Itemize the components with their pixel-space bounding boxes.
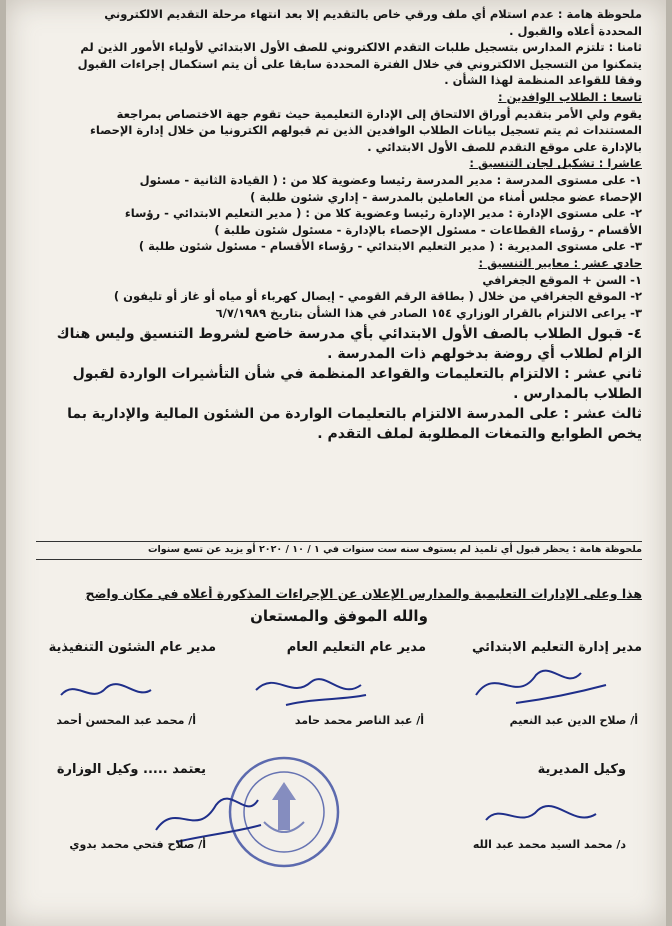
body-line: يقوم ولي الأمر بتقديم أوراق الالتحاق إلى الإدارة التعليمية حيث تقوم جهة الاختصاص بمراجعة	[116, 106, 642, 121]
body-line: ٢- على مستوى الإدارة : مدير الإدارة رئيسا وعضوية كلا من : ( مدير التعليم الابتدائي - رؤساء	[124, 206, 642, 221]
body-line: الإحصاء عضو مجلس أمناء من العاملين بالمدرسة - إداري شئون طلبة )	[250, 189, 642, 204]
body-line: ثامنا : تلتزم المدارس بتسجيل طلبات التقدم الالكتروني للصف الأول الابتدائي لأولياء الأمور الذين لم	[80, 40, 642, 55]
salutation: والله الموفق والمستعان	[250, 607, 428, 625]
signatory-name: د/ محمد السيد محمد عبد الله	[472, 838, 626, 851]
body-line: ٤- قبول الطلاب بالصف الأول الابتدائي بأي مدرسة خاضع لشروط التنسيق وليس هناك	[56, 326, 642, 342]
signature-title: مدير عام التعليم العام	[286, 640, 426, 655]
body-line: ملحوظة هامة : عدم استلام أي ملف ورقي خاص بالتقديم إلا بعد انتهاء مرحلة التقديم الالكتروني	[104, 7, 642, 21]
signature-scribble	[246, 660, 376, 710]
section-heading: تاسعا : الطلاب الوافدين :	[498, 89, 642, 104]
important-note	[36, 541, 642, 560]
document-body	[36, 6, 642, 321]
body-line: بالإدارة على موقع التقدم للصف الأول الابتدائي .	[367, 139, 642, 154]
signatory-name: أ/ محمد عبد المحسن أحمد	[56, 714, 196, 727]
document-body-large	[36, 324, 642, 444]
body-line: ١- السن + الموقع الجغرافي	[482, 272, 642, 287]
note-text: ملحوظة هامة : يحظر قبول أي تلميذ لم يستوف سنه ست سنوات في ١ / ١٠ / ٢٠٢٠ أو يزيد عن تسع سنوات	[148, 544, 642, 555]
closing-block	[36, 586, 642, 603]
body-line: الأقسام - رؤساء القطاعات - مسئول الإحصاء بالإدارة - مسئول شئون طلبة )	[214, 222, 642, 237]
body-line: يخص الطوابع والتمغات المطلوبة لملف التقدم .	[317, 426, 642, 442]
signature-title: مدير إدارة التعليم الابتدائي	[472, 640, 642, 655]
body-line: وفقا للقواعد المنظمة لهذا الشأن .	[444, 73, 642, 88]
body-line: الزام لطلاب أي روضة بدخولهم ذات المدرسة .	[327, 346, 642, 362]
body-line: ٢- الموقع الجغرافي من خلال ( بطاقة الرقم القومي - إيصال كهرباء أو مياه أو غاز أو تليفون )	[113, 289, 642, 304]
signatory-name: أ/ عبد الناصر محمد حامد	[294, 714, 424, 727]
body-line: المحددة أعلاه والقبول .	[509, 23, 642, 38]
signatory-name: أ/ صلاح فتحي محمد بدوي	[69, 838, 206, 851]
signature-title: مدير عام الشئون التنفيذية	[48, 640, 216, 655]
body-line: المستندات ثم يتم تسجيل بيانات الطلاب الوافدين الذين تم قبولهم الكترونيا من خلال إدارة الإحصاء	[90, 123, 642, 138]
section-heading: عاشرا : تشكيل لجان التنسيق :	[469, 156, 642, 171]
body-line: ثالث عشر : على المدرسة الالتزام بالتعليمات الواردة من الشئون المالية والإدارية بما	[67, 406, 642, 422]
signature-scribble	[476, 790, 606, 840]
salutation-block	[36, 608, 642, 625]
signatory-name: أ/ صلاح الدين عبد النعيم	[509, 714, 638, 727]
body-line: الطلاب بالمدارس .	[513, 386, 642, 402]
body-line: ٣- يراعى الالتزام بالقرار الوزاري ١٥٤ الصادر في هذا الشأن بتاريخ ٦/٧/١٩٨٩	[215, 305, 642, 320]
section-heading: حادي عشر : معايير التنسيق :	[478, 255, 642, 270]
signature-title: يعتمد ..... وكيل الوزارة	[56, 762, 206, 777]
body-line: ٣- على مستوى المديرية : ( مدير التعليم الابتدائي - رؤساء الأقسام - مسئول شئون طلبة )	[138, 239, 642, 254]
body-line: ١- على مستوى المدرسة : مدير المدرسة رئيسا وعضوية كلا من : ( القيادة الثانية - مسئول	[139, 172, 642, 187]
body-line: ثاني عشر : الالتزام بالتعليمات والقواعد المنظمة في شأن التأشيرات الواردة لقبول	[72, 366, 642, 382]
body-line: يتمكنوا من التسجيل الالكتروني في خلال الفترة المحددة سابقا على أن يتم استكمال إجراءات القبول	[77, 56, 642, 71]
closing-line: هذا وعلى الإدارات التعليمية والمدارس الإعلان عن الإجراءات المذكورة أعلاه في مكان واضح	[85, 586, 642, 601]
signature-scribble	[456, 655, 616, 713]
signature-scribble	[46, 670, 166, 710]
signature-title: وكيل المديرية	[537, 762, 626, 777]
document-page	[6, 0, 666, 926]
